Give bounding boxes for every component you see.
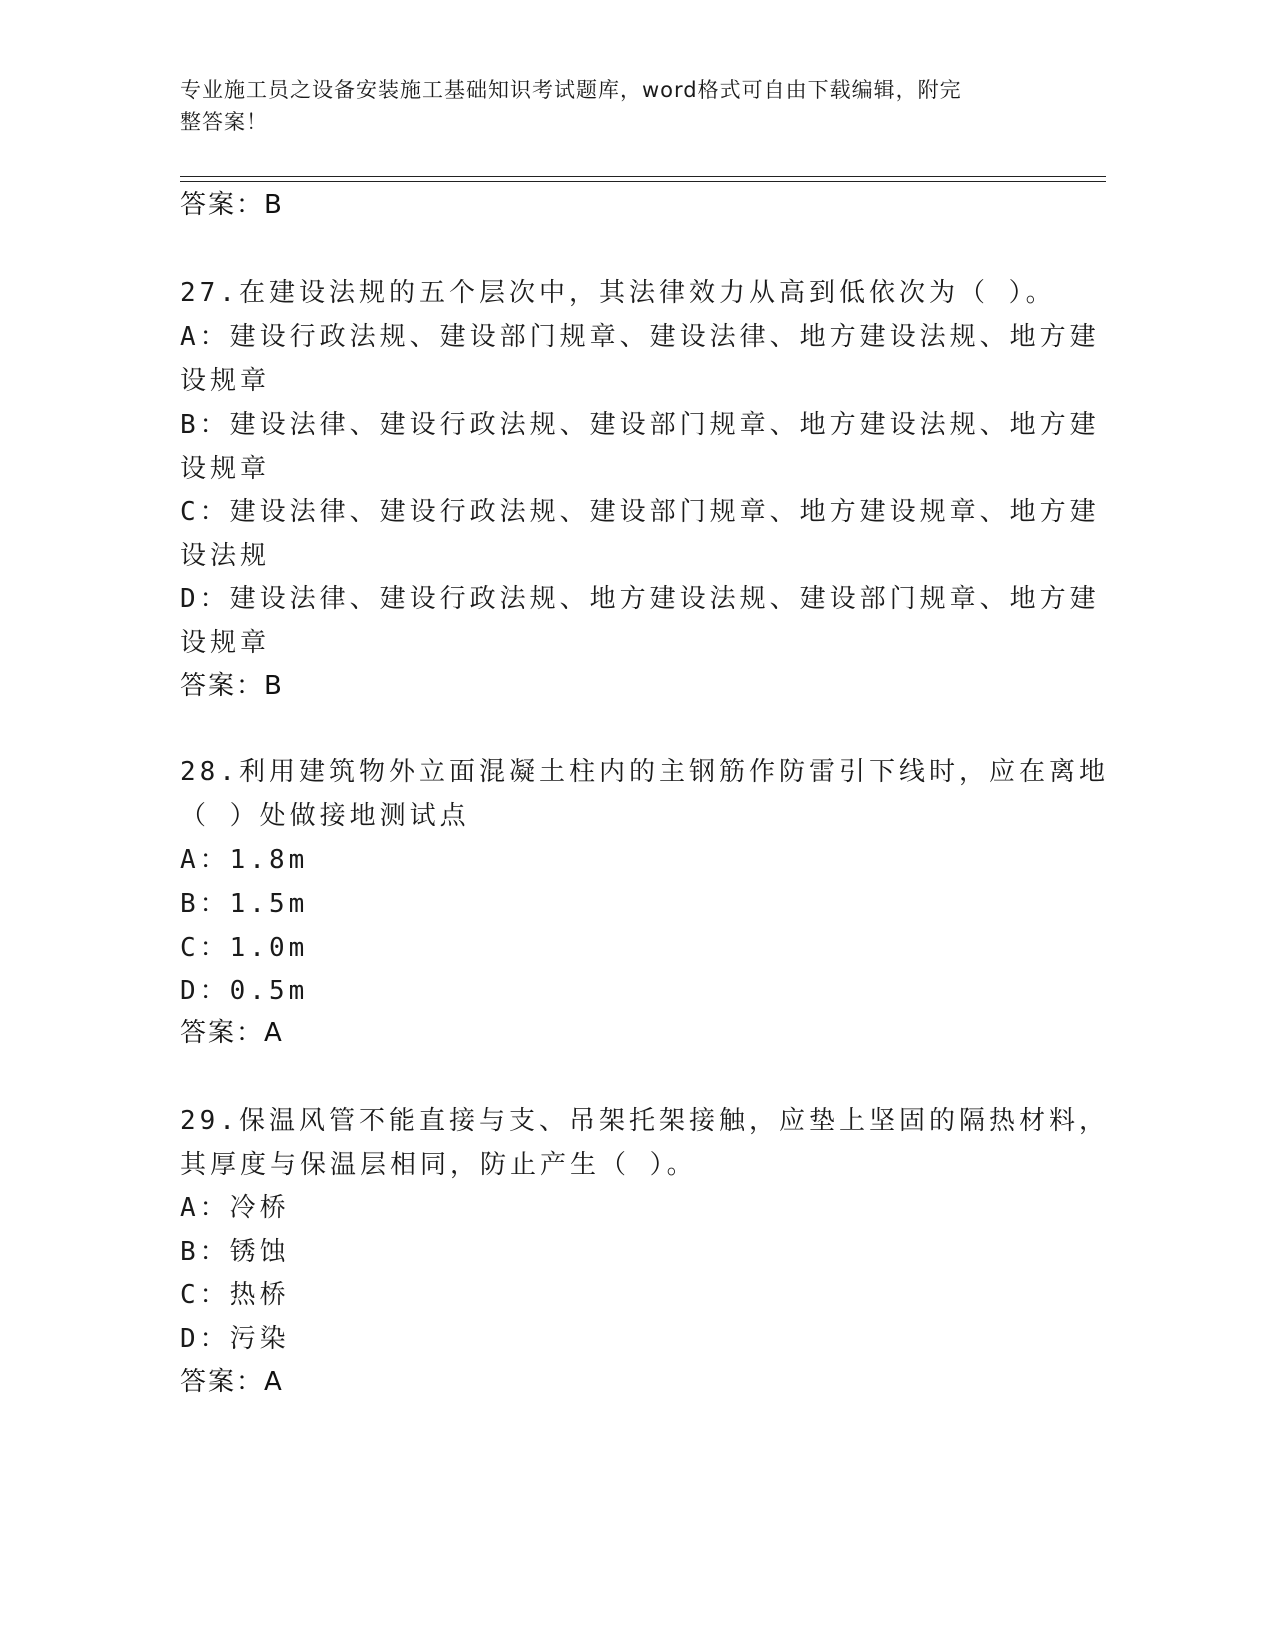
- q28-stem-line1: 28.利用建筑物外立面混凝土柱内的主钢筋作防雷引下线时，应在离地: [180, 757, 1109, 787]
- document-header: [180, 74, 1040, 138]
- q27-option-c-line1: C：建设法律、建设行政法规、建设部门规章、地方建设规章、地方建: [180, 497, 1100, 527]
- q27-option-a-line1: A：建设行政法规、建设部门规章、建设法律、地方建设法规、地方建: [180, 322, 1100, 352]
- q28-option-d: D：0.5m: [180, 976, 309, 1006]
- q27-option-d-line2: 设规章: [180, 628, 271, 658]
- q29-stem-line1: 29.保温风管不能直接与支、吊架托架接触，应垫上坚固的隔热材料，: [180, 1106, 1109, 1136]
- q27-option-d-line1: D：建设法律、建设行政法规、地方建设法规、建设部门规章、地方建: [180, 584, 1100, 614]
- header-line-1: 专业施工员之设备安装施工基础知识考试题库，word格式可自由下载编辑，附完: [180, 78, 962, 102]
- header-rule-top: [180, 176, 1106, 177]
- header-line-2: 整答案！: [180, 110, 268, 134]
- q27-option-b-line2: 设规章: [180, 454, 271, 484]
- q28-answer: 答案：A: [180, 1018, 284, 1048]
- q27-answer: 答案：B: [180, 671, 284, 701]
- q27-option-b-line1: B：建设法律、建设行政法规、建设部门规章、地方建设法规、地方建: [180, 410, 1100, 440]
- q28-option-b: B：1.5m: [180, 889, 309, 919]
- header-rule-bottom: [180, 181, 1106, 182]
- q27-option-c-line2: 设法规: [180, 541, 271, 571]
- q28-option-a: A：1.8m: [180, 845, 309, 875]
- q27-stem: 27.在建设法规的五个层次中，其法律效力从高到低依次为（ ）。: [180, 278, 1056, 308]
- q29-answer: 答案：A: [180, 1367, 284, 1397]
- q29-option-a: A：冷桥: [180, 1193, 290, 1223]
- q29-option-d: D：污染: [180, 1324, 290, 1354]
- q28-option-c: C：1.0m: [180, 933, 309, 963]
- q29-option-b: B：锈蚀: [180, 1237, 290, 1267]
- q27-option-a-line2: 设规章: [180, 366, 271, 396]
- q29-stem-line2: 其厚度与保温层相同，防止产生（ ）。: [180, 1150, 697, 1180]
- previous-answer: 答案：B: [180, 190, 284, 220]
- q28-stem-line2: （ ）处做接地测试点: [180, 801, 470, 831]
- q29-option-c: C：热桥: [180, 1280, 290, 1310]
